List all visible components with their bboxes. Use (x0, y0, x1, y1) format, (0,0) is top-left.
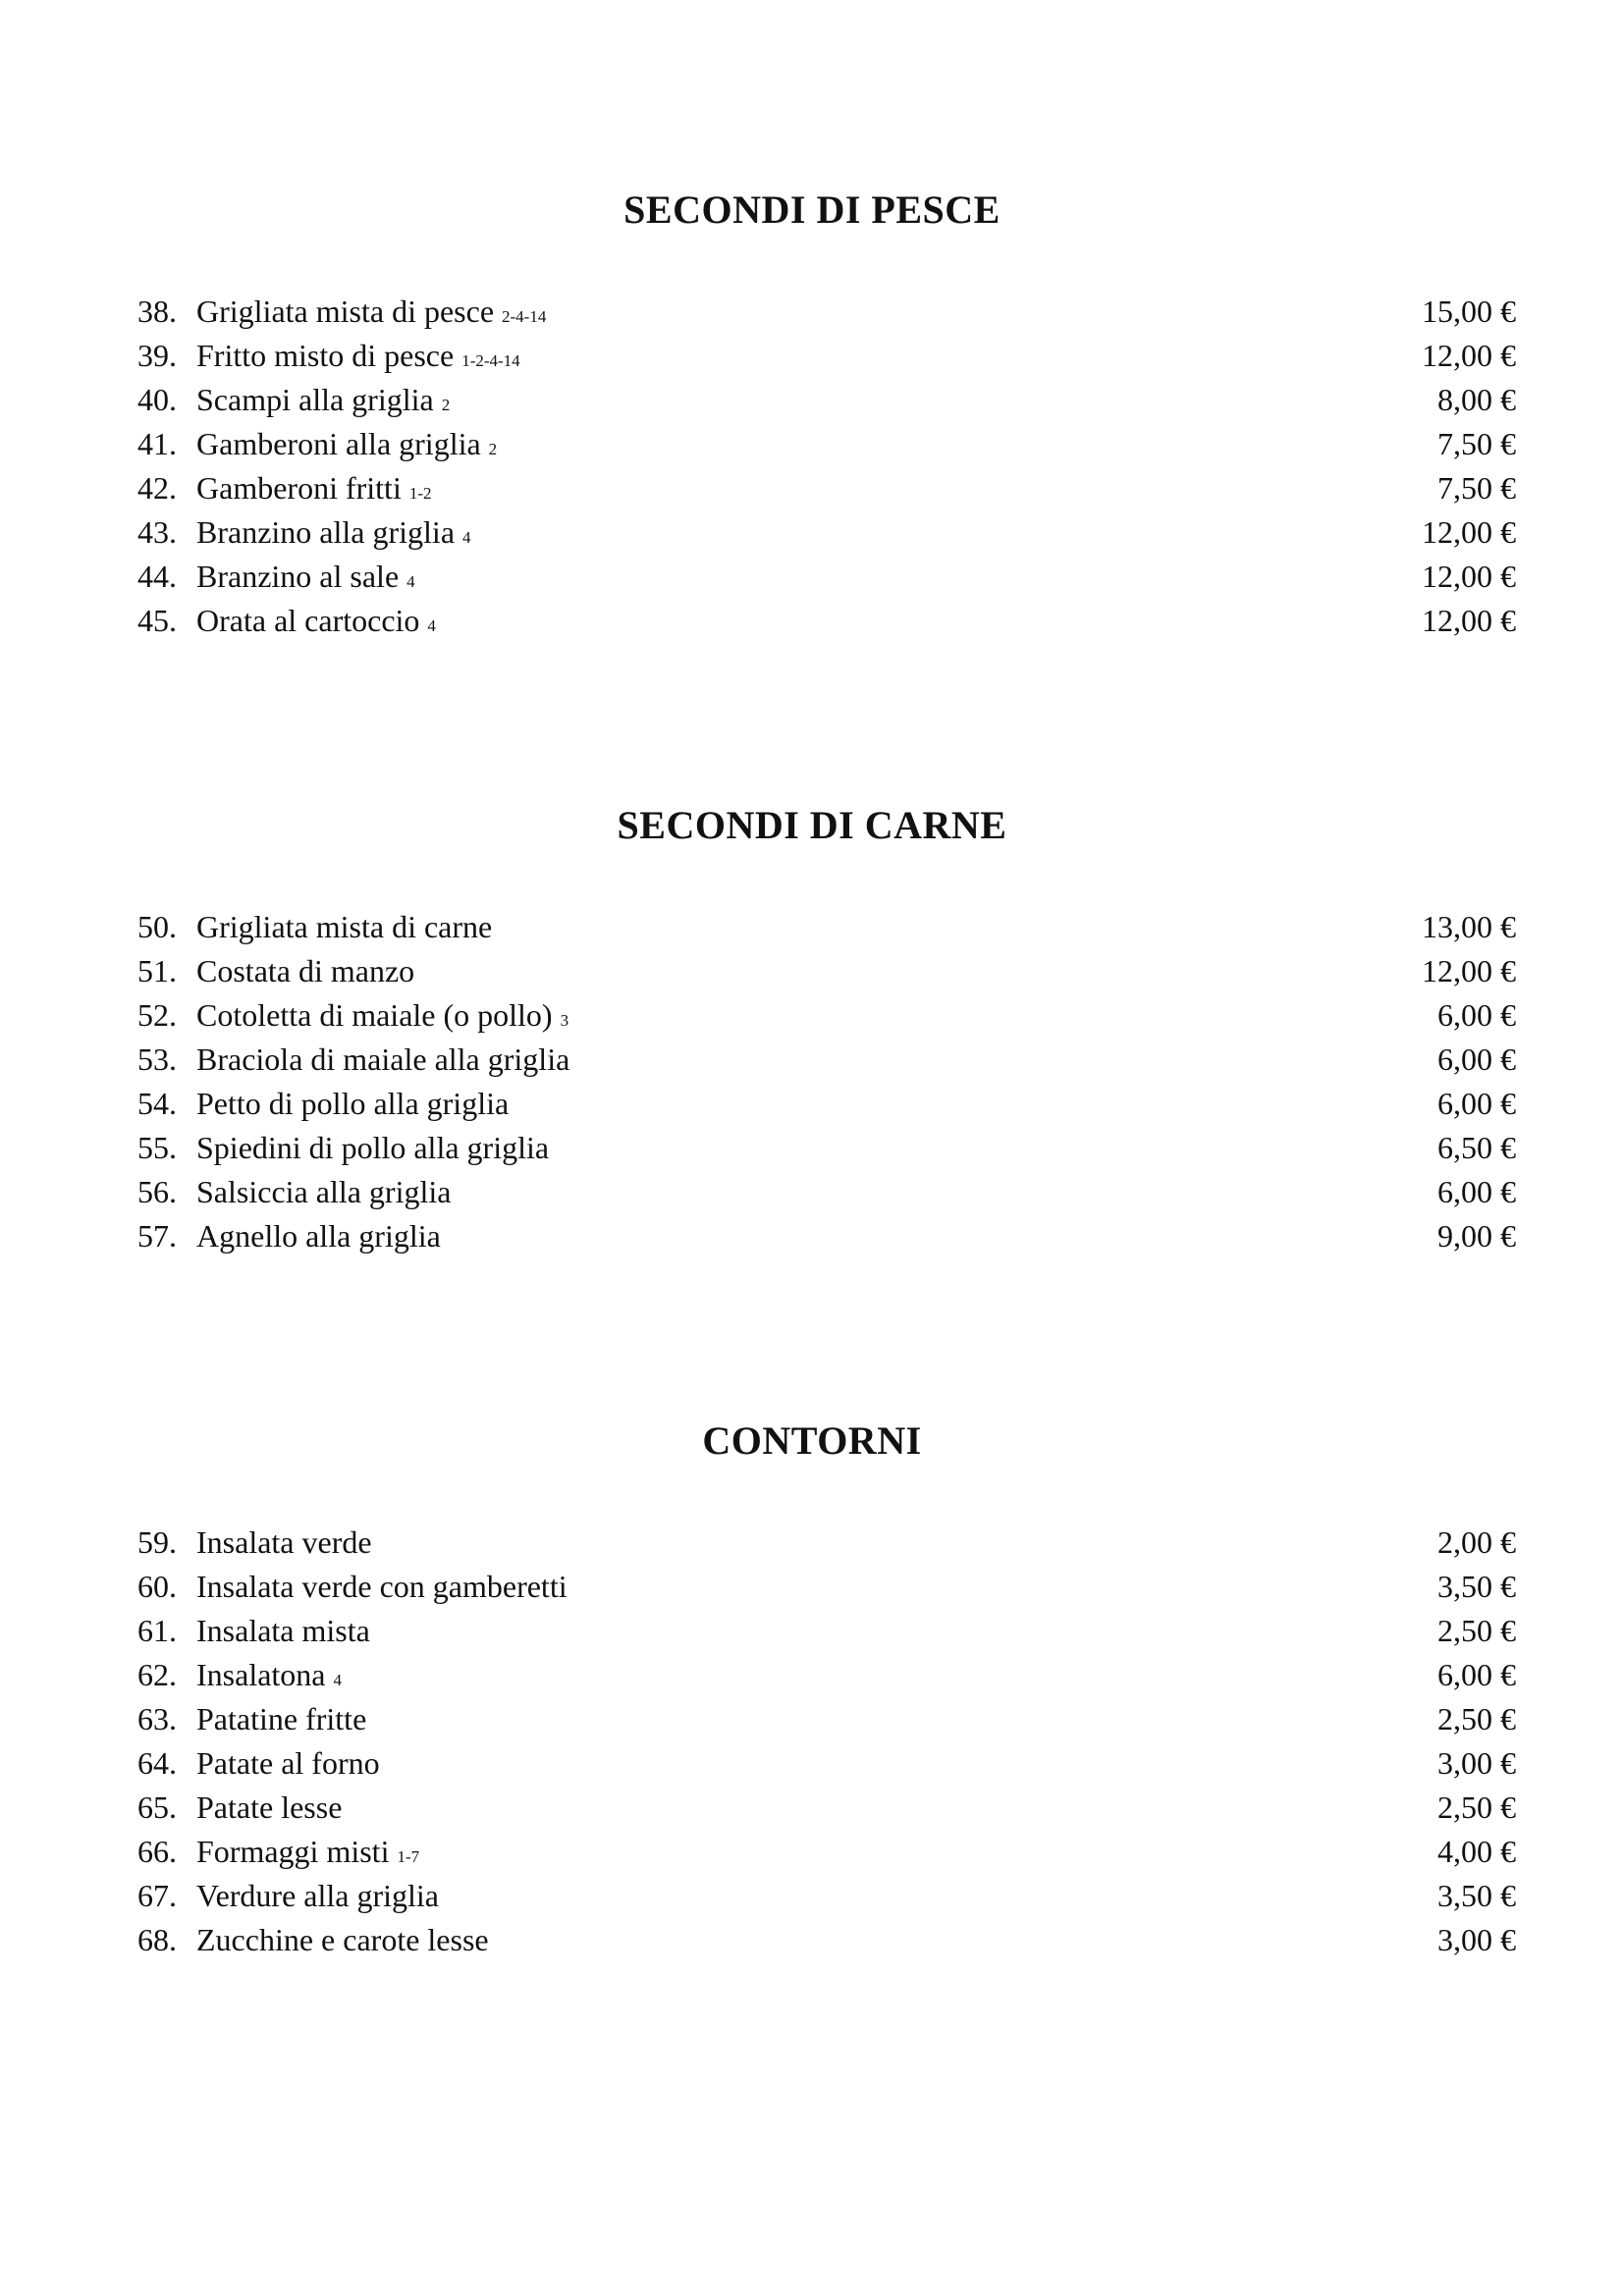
item-name-wrap (196, 1170, 459, 1219)
item-name-wrap (196, 1038, 577, 1087)
item-number: 41. (137, 426, 177, 461)
item-name-wrap (196, 1741, 388, 1790)
item-number: 65. (137, 1789, 177, 1825)
item-name: Braciola di maiale alla griglia (196, 1041, 570, 1077)
item-name-wrap (196, 993, 568, 1042)
item-name-wrap (196, 466, 432, 515)
item-allergens: 4 (427, 616, 436, 635)
menu-item (0, 1697, 1624, 1741)
item-name: Insalata mista (196, 1613, 370, 1648)
menu-item (0, 1214, 1624, 1258)
item-allergens: 1-7 (397, 1847, 420, 1866)
item-price: 2,00 € (1437, 1524, 1516, 1560)
item-number: 44. (137, 559, 177, 594)
section-title: CONTORNI (702, 1418, 922, 1463)
item-name: Grigliata mista di carne (196, 909, 493, 944)
item-name: Formaggi misti (196, 1834, 390, 1869)
item-number: 40. (137, 382, 177, 417)
menu-item (0, 1609, 1624, 1653)
item-name-wrap (196, 290, 546, 339)
item-price: 13,00 € (1422, 909, 1516, 944)
item-number: 53. (137, 1041, 177, 1077)
item-name-wrap (196, 378, 450, 427)
item-name: Zucchine e carote lesse (196, 1922, 489, 1957)
menu-item (0, 949, 1624, 993)
item-price: 6,00 € (1437, 1174, 1516, 1209)
item-name: Grigliata mista di pesce (196, 294, 495, 329)
item-price: 6,50 € (1437, 1130, 1516, 1165)
menu-item (0, 1170, 1624, 1214)
item-name: Salsiccia alla griglia (196, 1174, 452, 1209)
item-name: Gamberoni fritti (196, 470, 402, 506)
item-price: 2,50 € (1437, 1789, 1516, 1825)
menu-item (0, 1874, 1624, 1918)
item-price: 3,50 € (1437, 1878, 1516, 1913)
item-price: 3,00 € (1437, 1745, 1516, 1781)
item-allergens: 4 (333, 1671, 342, 1689)
menu-item (0, 1830, 1624, 1874)
item-name: Scampi alla griglia (196, 382, 434, 417)
menu-item (0, 905, 1624, 949)
section-title: SECONDI DI CARNE (617, 803, 1007, 847)
item-number: 61. (137, 1613, 177, 1648)
item-name-wrap (196, 949, 422, 998)
item-price: 6,00 € (1437, 997, 1516, 1033)
item-number: 59. (137, 1524, 177, 1560)
item-number: 62. (137, 1657, 177, 1692)
item-name: Branzino al sale (196, 559, 400, 594)
item-price: 6,00 € (1437, 1041, 1516, 1077)
item-name: Spiedini di pollo alla griglia (196, 1130, 550, 1165)
menu-item (0, 422, 1624, 466)
item-number: 51. (137, 953, 177, 988)
menu-item (0, 1653, 1624, 1697)
menu-item (0, 599, 1624, 643)
item-name-wrap (196, 1565, 575, 1614)
item-name: Patate al forno (196, 1745, 380, 1781)
item-price: 15,00 € (1422, 294, 1516, 329)
item-name: Verdure alla griglia (196, 1878, 439, 1913)
item-price: 12,00 € (1422, 603, 1516, 638)
item-price: 2,50 € (1437, 1613, 1516, 1648)
item-name: Patate lesse (196, 1789, 343, 1825)
item-name-wrap (196, 1214, 449, 1263)
menu-item (0, 510, 1624, 555)
item-name: Insalata verde con gamberetti (196, 1569, 568, 1604)
item-price: 12,00 € (1422, 953, 1516, 988)
menu-item (0, 1082, 1624, 1126)
menu-item (0, 555, 1624, 599)
item-name: Agnello alla griglia (196, 1218, 441, 1254)
item-allergens: 2 (488, 440, 498, 458)
item-number: 57. (137, 1218, 177, 1254)
item-name: Fritto misto di pesce (196, 338, 455, 373)
item-number: 55. (137, 1130, 177, 1165)
item-name: Costata di manzo (196, 953, 415, 988)
item-price: 12,00 € (1422, 514, 1516, 550)
menu-item (0, 1565, 1624, 1609)
menu-item (0, 1918, 1624, 1962)
menu-item (0, 1038, 1624, 1082)
item-name-wrap (196, 1697, 374, 1746)
item-allergens: 3 (560, 1011, 569, 1030)
item-number: 54. (137, 1086, 177, 1121)
item-name-wrap (196, 1609, 378, 1658)
item-price: 7,50 € (1437, 426, 1516, 461)
item-name: Petto di pollo alla griglia (196, 1086, 510, 1121)
item-name: Insalata verde (196, 1524, 372, 1560)
item-price: 3,50 € (1437, 1569, 1516, 1604)
item-price: 12,00 € (1422, 559, 1516, 594)
item-price: 2,50 € (1437, 1701, 1516, 1736)
item-name-wrap (196, 1786, 350, 1835)
item-price: 7,50 € (1437, 470, 1516, 506)
item-number: 56. (137, 1174, 177, 1209)
item-allergens: 1-2-4-14 (461, 351, 520, 370)
item-number: 52. (137, 997, 177, 1033)
menu-item (0, 378, 1624, 422)
menu-item (0, 993, 1624, 1038)
menu-item (0, 1741, 1624, 1786)
item-price: 12,00 € (1422, 338, 1516, 373)
item-name: Insalatona (196, 1657, 326, 1692)
item-number: 68. (137, 1922, 177, 1957)
item-name-wrap (196, 1918, 497, 1967)
item-name-wrap (196, 1653, 342, 1702)
item-name-wrap (196, 1126, 557, 1175)
item-name-wrap (196, 1082, 516, 1131)
item-number: 64. (137, 1745, 177, 1781)
item-name-wrap (196, 599, 436, 648)
item-price: 9,00 € (1437, 1218, 1516, 1254)
item-allergens: 4 (462, 528, 471, 547)
section-title: SECONDI DI PESCE (623, 187, 1001, 232)
item-allergens: 2 (441, 396, 451, 414)
item-number: 39. (137, 338, 177, 373)
item-name-wrap (196, 1830, 419, 1879)
item-price: 4,00 € (1437, 1834, 1516, 1869)
menu-item (0, 1786, 1624, 1830)
item-number: 66. (137, 1834, 177, 1869)
item-name-wrap (196, 1874, 447, 1923)
item-name-wrap (196, 510, 471, 560)
item-number: 38. (137, 294, 177, 329)
item-number: 50. (137, 909, 177, 944)
item-price: 8,00 € (1437, 382, 1516, 417)
menu-item (0, 1126, 1624, 1170)
item-price: 6,00 € (1437, 1086, 1516, 1121)
item-allergens: 1-2 (408, 484, 432, 503)
item-name: Patatine fritte (196, 1701, 367, 1736)
menu-item (0, 334, 1624, 378)
item-name-wrap (196, 905, 500, 954)
item-number: 42. (137, 470, 177, 506)
item-price: 6,00 € (1437, 1657, 1516, 1692)
item-name: Cotoletta di maiale (o pollo) (196, 997, 553, 1033)
item-number: 67. (137, 1878, 177, 1913)
item-name-wrap (196, 334, 520, 383)
item-name: Gamberoni alla griglia (196, 426, 481, 461)
item-allergens: 2-4-14 (502, 307, 547, 326)
item-number: 43. (137, 514, 177, 550)
item-name: Branzino alla griglia (196, 514, 456, 550)
item-number: 45. (137, 603, 177, 638)
item-name: Orata al cartoccio (196, 603, 420, 638)
menu-item (0, 1521, 1624, 1565)
menu-item (0, 466, 1624, 510)
item-name-wrap (196, 555, 415, 604)
item-name-wrap (196, 1521, 380, 1570)
item-allergens: 4 (406, 572, 415, 591)
item-price: 3,00 € (1437, 1922, 1516, 1957)
item-number: 60. (137, 1569, 177, 1604)
item-number: 63. (137, 1701, 177, 1736)
item-name-wrap (196, 422, 497, 471)
menu-item (0, 290, 1624, 334)
